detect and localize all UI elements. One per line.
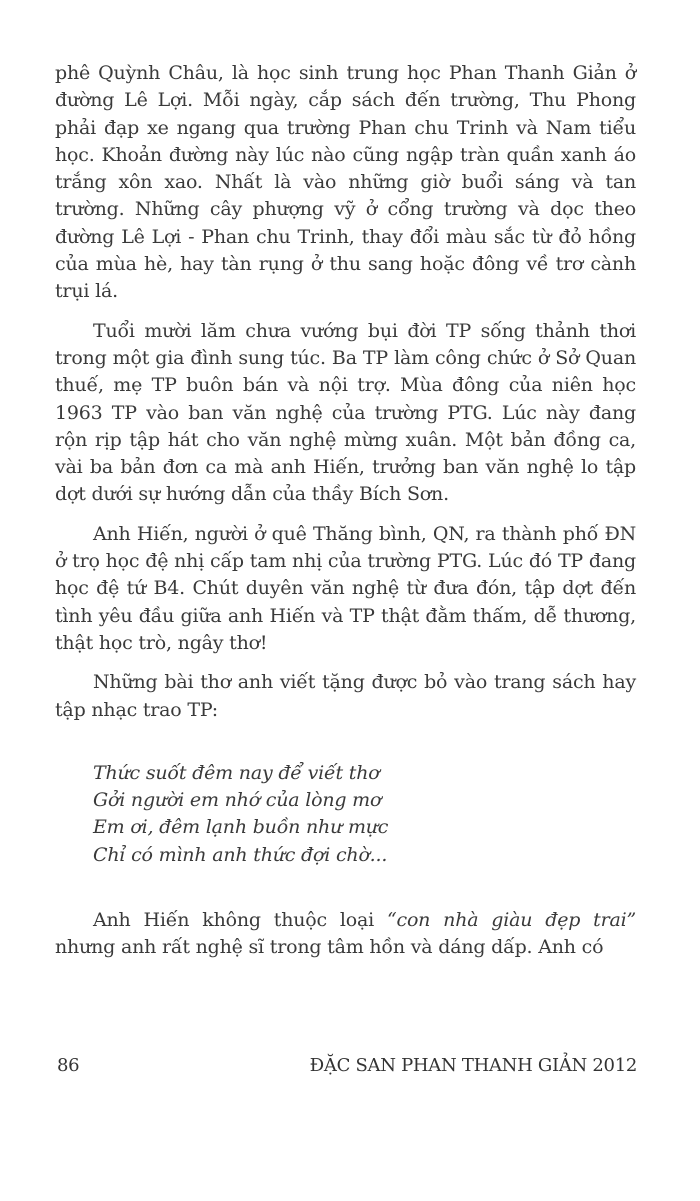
poem-line: Gởi người em nhớ của lòng mơ (93, 789, 382, 812)
publication-title: ĐẶC SAN PHAN THANH GIẢN 2012 (309, 1055, 637, 1076)
page-body (55, 60, 636, 974)
paragraph-5-text: Anh Hiến không thuộc loại (93, 909, 387, 932)
poem-line: Thức suốt đêm nay để viết thơ (93, 761, 380, 784)
quoted-phrase: “con nhà giàu đẹp trai” (386, 909, 636, 932)
page-number: 86 (57, 1055, 80, 1076)
paragraph-3: Anh Hiến, người ở quê Thăng bình, QN, ra thành phố ĐN ở trọ học đệ nhị cấp tam nhị của trường PTG. Lúc đó TP đang học đệ tứ B4. Chút duyên văn nghệ từ đưa đón, tập dợt đến tình yêu đầu giữa anh Hiến và TP thật đằm thấm, dễ thương, thật học trò, ngây thơ! (55, 522, 636, 654)
paragraph-2: Tuổi mười lăm chưa vướng bụi đời TP sống thảnh thơi trong một gia đình sung túc. Ba TP làm công chức ở Sở Quan thuế, mẹ TP buôn bán và nội trợ. Mùa đông của niên học 1963 TP vào ban văn nghệ của trường PTG. Lúc này đang rộn rịp tập hát cho văn nghệ mừng xuân. Một bản đồng ca, vài ba bản đơn ca mà anh Hiến, trưởng ban văn nghệ lo tập dợt dưới sự hướng dẫn của thầy Bích Sơn. (55, 319, 636, 506)
paragraph-5-text-cont: nhưng anh rất nghệ sĩ trong tâm hồn và dáng dấp. Anh có (55, 936, 604, 959)
poem (93, 760, 636, 869)
page-footer (57, 1055, 637, 1076)
poem-line: Em ơi, đêm lạnh buồn như mực (93, 816, 389, 839)
paragraph-5 (55, 907, 636, 962)
paragraph-1: phê Quỳnh Châu, là học sinh trung học Phan Thanh Giản ở đường Lê Lợi. Mỗi ngày, cắp sách đến trường, Thu Phong phải đạp xe ngang qua trường Phan chu Trinh và Nam tiểu học. Khoản đường này lúc nào cũng ngập tràn quần xanh áo trắng xôn xao. Nhất là vào những giờ buổi sáng và tan trường. Những cây phượng vỹ ở cổng trường và dọc theo đường Lê Lợi - Phan chu Trinh, thay đổi màu sắc từ đỏ hồng của mùa hè, hay tàn rụng ở thu sang hoặc đông về trơ cành trụi lá. (55, 62, 636, 303)
poem-line: Chỉ có mình anh thức đợi chờ... (93, 843, 388, 866)
paragraph-4: Những bài thơ anh viết tặng được bỏ vào trang sách hay tập nhạc trao TP: (55, 671, 636, 721)
